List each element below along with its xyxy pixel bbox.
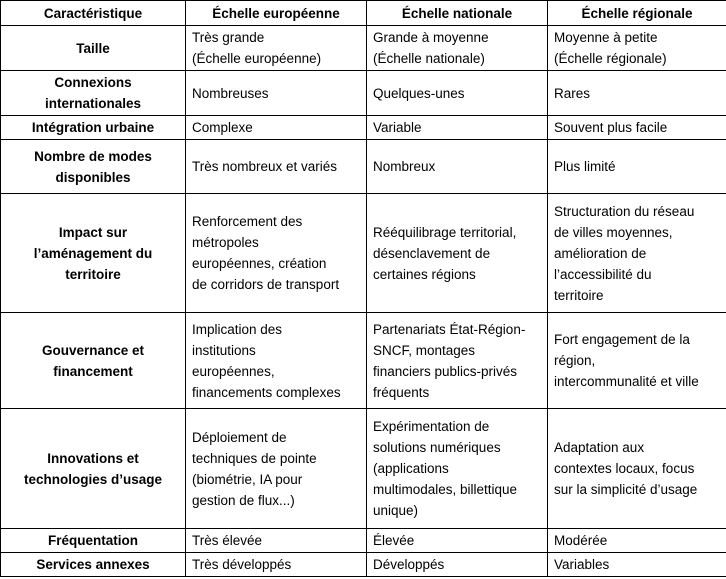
cell-nationale: Expérimentation de solutions numériques (applications multimodales, billettique unique) bbox=[367, 409, 548, 529]
cell-regionale: Adaptation aux contextes locaux, focus sur la simplicité d’usage bbox=[548, 409, 726, 529]
row-label: Taille bbox=[1, 26, 186, 71]
table-row bbox=[1, 529, 726, 553]
header-echelle-nationale: Échelle nationale bbox=[367, 1, 548, 26]
row-label: Services annexes bbox=[1, 553, 186, 577]
cell-regionale: Variables bbox=[548, 553, 726, 577]
cell-regionale: Rares bbox=[548, 71, 726, 116]
row-label: Gouvernance et financement bbox=[1, 313, 186, 409]
table-row bbox=[1, 194, 726, 313]
row-label: Intégration urbaine bbox=[1, 116, 186, 140]
row-label: Connexions internationales bbox=[1, 71, 186, 116]
header-echelle-regionale: Échelle régionale bbox=[548, 1, 726, 26]
cell-nationale: Élevée bbox=[367, 529, 548, 553]
table-row bbox=[1, 409, 726, 529]
cell-europeenne: Très nombreux et variés bbox=[186, 140, 367, 194]
row-label: Impact sur l’aménagement du territoire bbox=[1, 194, 186, 313]
header-caracteristique: Caractéristique bbox=[1, 1, 186, 26]
cell-nationale: Rééquilibrage territorial, désenclavement de certaines régions bbox=[367, 194, 548, 313]
cell-regionale: Structuration du réseau de villes moyennes, amélioration de l’accessibilité du territoire bbox=[548, 194, 726, 313]
row-label: Nombre de modes disponibles bbox=[1, 140, 186, 194]
cell-europeenne: Déploiement de techniques de pointe (biométrie, IA pour gestion de flux...) bbox=[186, 409, 367, 529]
cell-nationale: Nombreux bbox=[367, 140, 548, 194]
row-label: Innovations et technologies d’usage bbox=[1, 409, 186, 529]
header-row bbox=[1, 1, 726, 26]
table-row bbox=[1, 26, 726, 71]
table-row bbox=[1, 313, 726, 409]
table-row bbox=[1, 71, 726, 116]
table-row bbox=[1, 553, 726, 577]
cell-europeenne: Très développés bbox=[186, 553, 367, 577]
header-echelle-europeenne: Échelle européenne bbox=[186, 1, 367, 26]
cell-europeenne: Très grande (Échelle européenne) bbox=[186, 26, 367, 71]
cell-nationale: Développés bbox=[367, 553, 548, 577]
cell-nationale: Partenariats État-Région- SNCF, montages financiers publics-privés fréquents bbox=[367, 313, 548, 409]
cell-nationale: Variable bbox=[367, 116, 548, 140]
cell-europeenne: Très élevée bbox=[186, 529, 367, 553]
cell-nationale: Grande à moyenne (Échelle nationale) bbox=[367, 26, 548, 71]
cell-europeenne: Renforcement des métropoles européennes, création de corridors de transport bbox=[186, 194, 367, 313]
cell-europeenne: Nombreuses bbox=[186, 71, 367, 116]
cell-regionale: Plus limité bbox=[548, 140, 726, 194]
cell-regionale: Moyenne à petite (Échelle régionale) bbox=[548, 26, 726, 71]
cell-nationale: Quelques-unes bbox=[367, 71, 548, 116]
cell-europeenne: Implication des institutions européennes, financements complexes bbox=[186, 313, 367, 409]
table-row bbox=[1, 116, 726, 140]
cell-regionale: Modérée bbox=[548, 529, 726, 553]
row-label: Fréquentation bbox=[1, 529, 186, 553]
cell-europeenne: Complexe bbox=[186, 116, 367, 140]
cell-regionale: Souvent plus facile bbox=[548, 116, 726, 140]
cell-regionale: Fort engagement de la région, intercommunalité et ville bbox=[548, 313, 726, 409]
table-row bbox=[1, 140, 726, 194]
